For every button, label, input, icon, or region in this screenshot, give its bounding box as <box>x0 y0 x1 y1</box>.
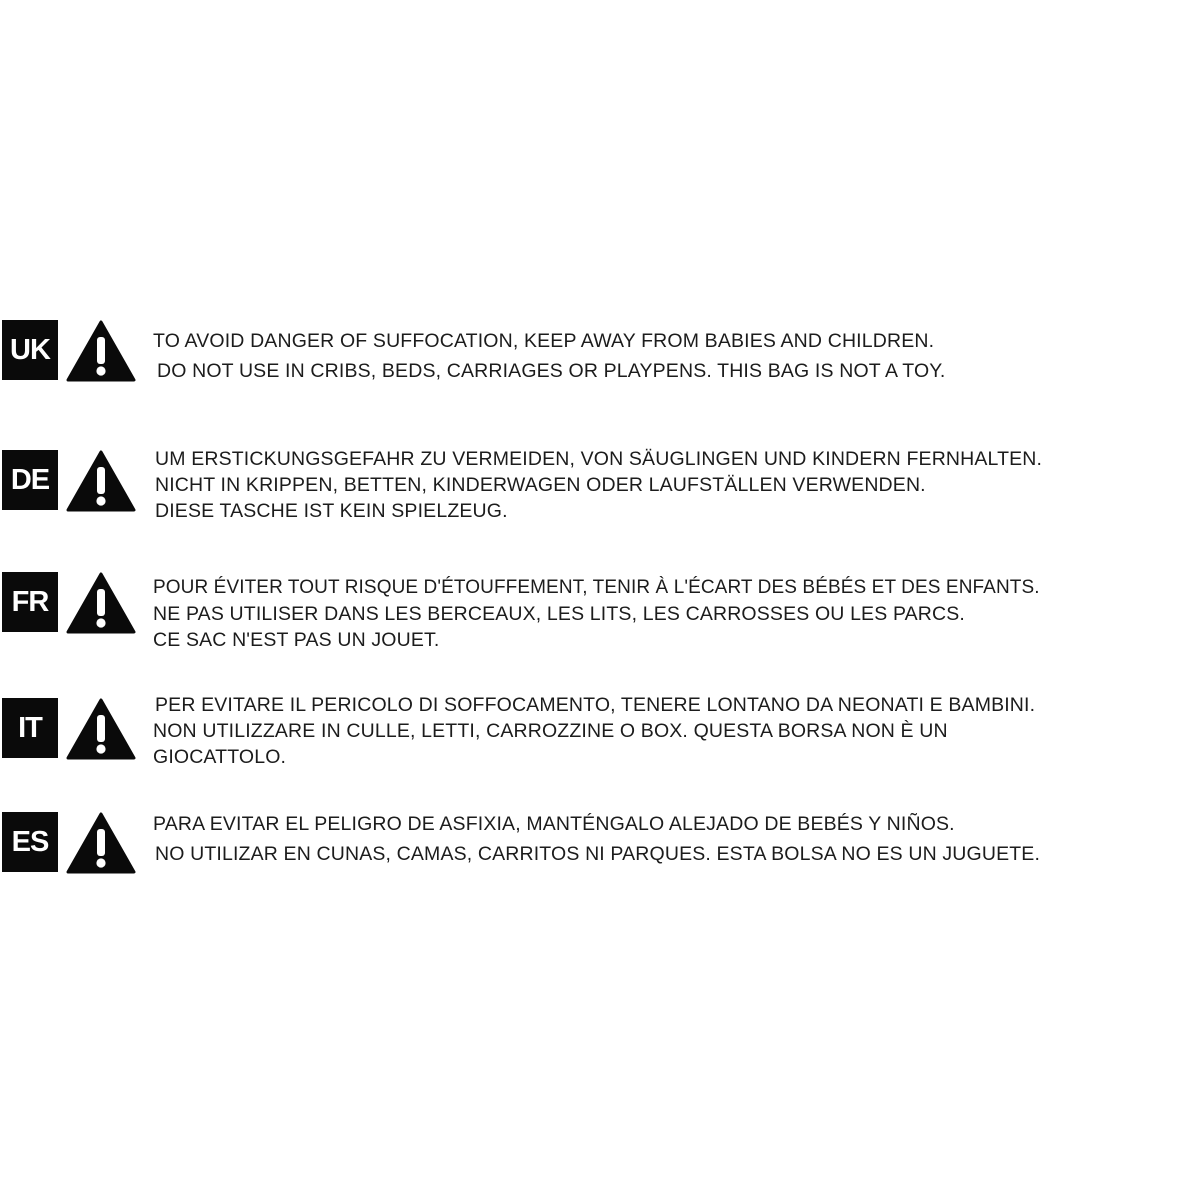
warning-text-uk <box>153 326 1200 386</box>
language-badge-uk: UK <box>2 320 58 380</box>
warning-line: PER EVITARE IL PERICOLO DI SOFFOCAMENTO, TENERE LONTANO DA NEONATI E BAMBINI. <box>155 694 1036 716</box>
warning-line: NICHT IN KRIPPEN, BETTEN, KINDERWAGEN ODER LAUFSTÄLLEN VERWENDEN. <box>155 474 926 496</box>
warning-triangle-icon <box>66 698 136 760</box>
language-badge-es: ES <box>2 812 58 872</box>
warning-line: POUR ÉVITER TOUT RISQUE D'ÉTOUFFEMENT, TENIR À L'ÉCART DES BÉBÉS ET DES ENFANTS. <box>153 577 1040 598</box>
warning-line: DIESE TASCHE IST KEIN SPIELZEUG. <box>155 500 508 522</box>
warning-line: TO AVOID DANGER OF SUFFOCATION, KEEP AWAY FROM BABIES AND CHILDREN. <box>153 330 935 352</box>
warning-line: GIOCATTOLO. <box>153 746 287 768</box>
language-badge-de: DE <box>2 450 58 510</box>
warning-text-de <box>153 446 1200 524</box>
warning-triangle-icon <box>66 812 136 874</box>
warning-triangle-icon <box>66 450 136 512</box>
warning-line: NO UTILIZAR EN CUNAS, CAMAS, CARRITOS NI PARQUES. ESTA BOLSA NO ES UN JUGUETE. <box>155 843 1041 865</box>
warning-text-it <box>153 692 1200 770</box>
warning-line: CE SAC N'EST PAS UN JOUET. <box>153 629 440 651</box>
warning-line: NE PAS UTILISER DANS LES BERCEAUX, LES LITS, LES CARROSSES OU LES PARCS. <box>153 603 965 625</box>
warning-line: DO NOT USE IN CRIBS, BEDS, CARRIAGES OR PLAYPENS. THIS BAG IS NOT A TOY. <box>157 360 946 382</box>
warning-line: PARA EVITAR EL PELIGRO DE ASFIXIA, MANTÉNGALO ALEJADO DE BEBÉS Y NIÑOS. <box>153 813 955 835</box>
warning-text-es <box>153 809 1200 869</box>
language-badge-it: IT <box>2 698 58 758</box>
language-badge-fr: FR <box>2 572 58 632</box>
warning-line: NON UTILIZZARE IN CULLE, LETTI, CARROZZINE O BOX. QUESTA BORSA NON È UN <box>153 720 948 742</box>
warning-text-fr <box>153 575 1200 653</box>
warning-triangle-icon <box>66 572 136 634</box>
warning-line: UM ERSTICKUNGSGEFAHR ZU VERMEIDEN, VON SÄUGLINGEN UND KINDERN FERNHALTEN. <box>155 448 1043 470</box>
warning-triangle-icon <box>66 320 136 382</box>
